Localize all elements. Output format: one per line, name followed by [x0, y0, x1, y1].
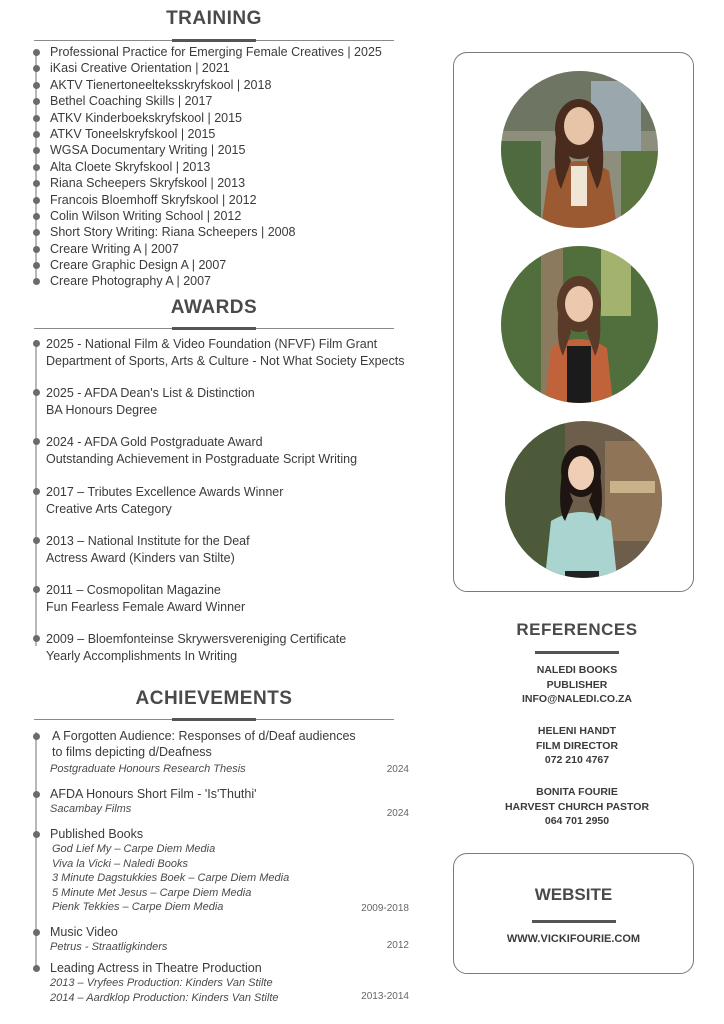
portrait-photo-2: [501, 246, 658, 403]
training-item: Alta Cloete Skryfskool | 2013: [36, 159, 382, 175]
award-item: 2011 – Cosmopolitan Magazine Fun Fearless Female Award Winner: [36, 582, 245, 615]
achievement-item: Published Books God Lief My – Carpe Diem Media Viva la Vicki – Naledi Books 3 Minute Dagstukkies Boek – Carpe Diem Media 5 Minute Met Jesus – Carpe Diem Media Pienk Tekkies – Carpe Diem Media 2009-2018: [36, 826, 409, 915]
reference-item: HELENI HANDT FILM DIRECTOR 072 210 4767: [535, 725, 619, 766]
website-link[interactable]: WWW.VICKIFOURIE.COM: [506, 933, 641, 945]
references-rule: [535, 651, 619, 654]
photo-panel: [453, 52, 694, 592]
training-item: Colin Wilson Writing School | 2012: [36, 208, 382, 224]
portrait-photo-3: [505, 421, 662, 578]
award-item: 2013 – National Institute for the Deaf Actress Award (Kinders van Stilte): [36, 533, 250, 566]
training-item: ATKV Kinderboekskryfskool | 2015: [36, 110, 382, 126]
training-item: Francois Bloemhoff Skryfskool | 2012: [36, 192, 382, 208]
reference-item: BONITA FOURIE HARVEST CHURCH PASTOR 064 701 2950: [504, 786, 650, 827]
award-item: 2024 - AFDA Gold Postgraduate Award Outstanding Achievement in Postgraduate Script Writing: [36, 434, 357, 467]
website-heading: WEBSITE: [534, 885, 613, 904]
award-item: 2025 - National Film & Video Foundation (NFVF) Film Grant Department of Sports, Arts & Culture - Not What Society Expects: [36, 336, 404, 369]
website-panel: [453, 853, 694, 974]
portrait-photo-1: [501, 71, 658, 228]
awards-heading: AWARDS: [170, 297, 258, 318]
training-item: Riana Scheepers Skryfskool | 2013: [36, 175, 382, 191]
training-item: AKTV Tienertoneelteksskryfskool | 2018: [36, 77, 382, 93]
award-item: 2017 – Tributes Excellence Awards Winner Creative Arts Category: [36, 484, 283, 517]
achievements-heading: ACHIEVEMENTS: [135, 688, 293, 709]
achievements-rule: [34, 719, 394, 720]
training-item: Creare Writing A | 2007: [36, 241, 382, 257]
award-item: 2009 – Bloemfonteinse Skrywersvereniging Certificate Yearly Accomplishments In Writing: [36, 631, 346, 664]
training-item: Bethel Coaching Skills | 2017: [36, 93, 382, 109]
training-item: Creare Photography A | 2007: [36, 273, 382, 289]
training-item: iKasi Creative Orientation | 2021: [36, 60, 382, 76]
training-rule: [34, 40, 394, 41]
training-item: Short Story Writing: Riana Scheepers | 2008: [36, 224, 382, 240]
reference-item: NALEDI BOOKS PUBLISHER INFO@NALEDI.CO.ZA: [522, 664, 632, 705]
training-item: Creare Graphic Design A | 2007: [36, 257, 382, 273]
training-list: [36, 44, 382, 290]
training-item: Professional Practice for Emerging Female Creatives | 2025: [36, 44, 382, 60]
achievement-item: AFDA Honours Short Film - 'Is'Thuthi' Sacambay Films 2024: [36, 786, 409, 817]
awards-rule: [34, 328, 394, 329]
training-item: ATKV Toneelskryfskool | 2015: [36, 126, 382, 142]
award-item: 2025 - AFDA Dean's List & Distinction BA Honours Degree: [36, 385, 255, 418]
training-heading: TRAINING: [166, 8, 262, 29]
references-heading: REFERENCES: [516, 620, 638, 639]
achievement-item: A Forgotten Audience: Responses of d/Deaf audiences to films depicting d/Deafness Postgraduate Honours Research Thesis 2024: [36, 728, 409, 777]
training-item: WGSA Documentary Writing | 2015: [36, 142, 382, 158]
achievement-item: Music Video Petrus - Straatligkinders 2012: [36, 924, 409, 955]
achievement-item: Leading Actress in Theatre Production 2013 – Vryfees Production: Kinders Van Stilte 2014 – Aardklop Production: Kinders Van Stilte 2013-2014: [36, 960, 409, 1005]
website-rule: [532, 920, 616, 923]
